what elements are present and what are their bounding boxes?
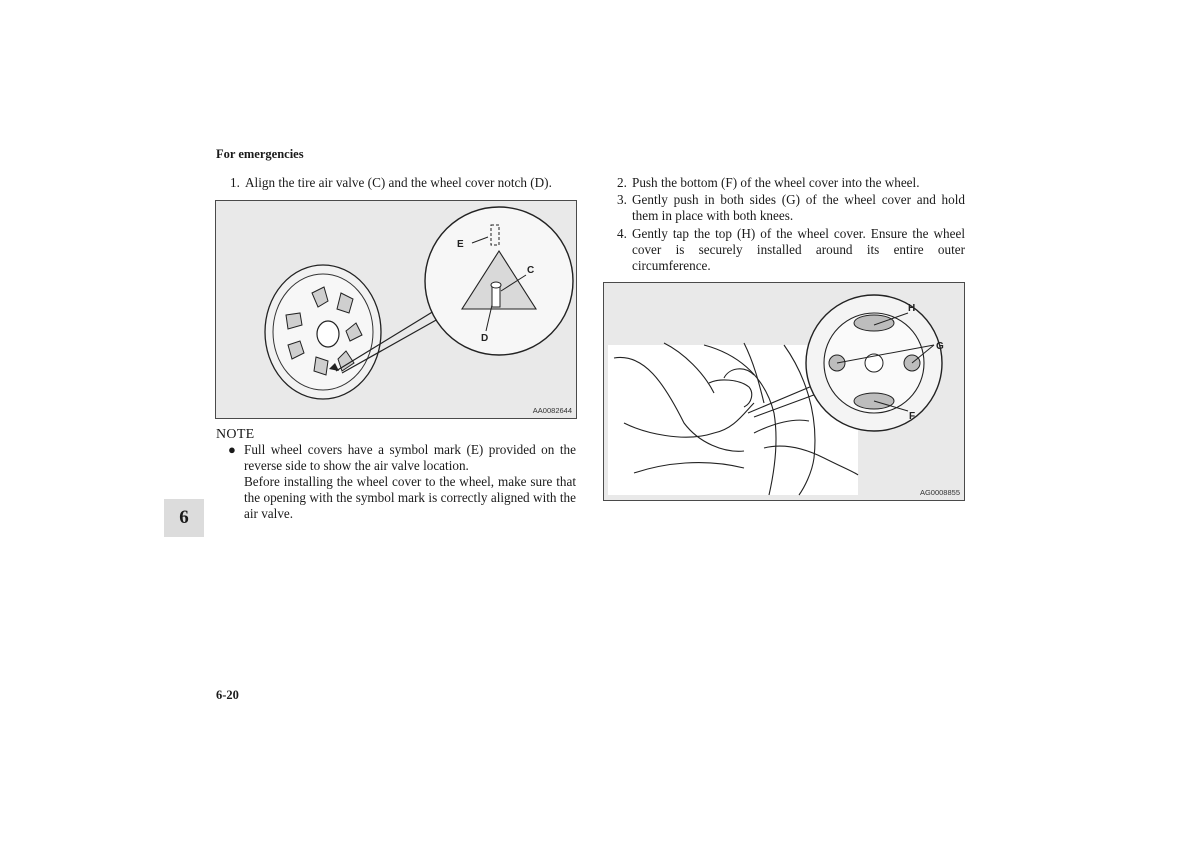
note-body <box>228 442 576 522</box>
label-d: D <box>481 333 489 344</box>
figure-1-code: AA0082644 <box>532 406 572 415</box>
section-header: For emergencies <box>216 147 304 161</box>
note-paragraph-1: Full wheel covers have a symbol mark (E) provided on the reverse side to show the air valve location. <box>244 442 576 473</box>
step-1-text: Align the tire air valve (C) and the wheel cover notch (D). <box>245 175 552 190</box>
step-3 <box>617 192 965 224</box>
step-2-number: 2. <box>617 175 627 190</box>
wheel-cover-illustration <box>216 201 576 418</box>
step-3-number: 3. <box>617 192 627 207</box>
note-title: NOTE <box>216 427 255 442</box>
label-c: C <box>527 265 535 276</box>
page-number: 6-20 <box>216 688 239 702</box>
bullet-icon: ● <box>228 442 236 457</box>
step-1-number: 1. <box>230 175 240 190</box>
step-3-text: Gently push in both sides (G) of the wheel cover and hold them in place with both knees. <box>632 192 965 223</box>
chapter-tab <box>164 499 204 537</box>
figure-knee-install <box>603 282 965 501</box>
label-g: G <box>936 341 944 352</box>
wheel-cover-drawing <box>265 265 381 399</box>
label-e: E <box>457 239 464 250</box>
knee-install-illustration <box>604 283 964 500</box>
step-2-text: Push the bottom (F) of the wheel cover into the wheel. <box>632 175 920 190</box>
chapter-tab-number: 6 <box>179 507 189 528</box>
step-1 <box>230 175 580 191</box>
figure-wheel-cover-valve <box>215 200 577 419</box>
wheel-cover-inset <box>806 295 944 431</box>
label-f: F <box>909 411 916 422</box>
figure-2-code: AG0008855 <box>919 488 960 497</box>
step-4-number: 4. <box>617 226 627 241</box>
note-paragraph-2: Before installing the wheel cover to the wheel, make sure that the opening with the symbol mark is correctly aligned with the air valve. <box>244 474 576 521</box>
label-h: H <box>908 303 916 314</box>
valve-detail-inset <box>425 207 573 355</box>
step-4-text: Gently tap the top (H) of the wheel cover. Ensure the wheel cover is securely installed around its entire outer circumference. <box>632 226 965 273</box>
step-2 <box>617 175 965 191</box>
step-4 <box>617 226 965 274</box>
